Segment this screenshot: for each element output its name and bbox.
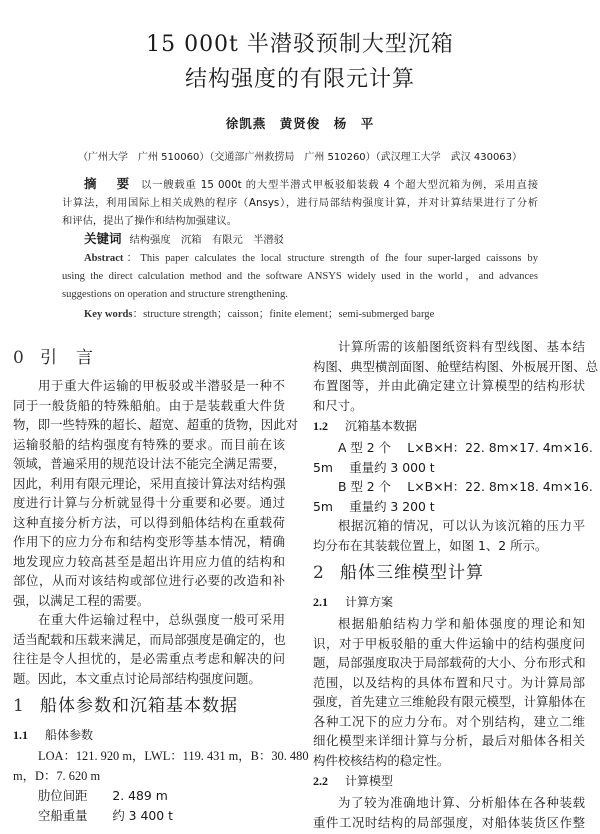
text-line: 运输驳船的结构强度有特殊的要求。而目前在该	[13, 436, 285, 452]
text-line: 范围，以及结构的具体布置和尺寸。为计算局部	[313, 674, 585, 690]
title-line-1: 15 000t 半潜驳预制大型沉箱	[146, 32, 454, 57]
section-heading	[313, 555, 585, 591]
abstract-en-line: suggestions on operation and structure strengthening.	[62, 289, 288, 300]
text-line: 各种工况下的应力分布。对个别结构，建立二维	[313, 713, 585, 729]
text-line: 布置图等，并由此确定建立计算模型的结构形状	[313, 378, 585, 393]
heading-number: 2.2	[313, 774, 328, 788]
keywords-label: 关键词	[84, 231, 122, 246]
text-line: 识，对于甲板驳船的重大件运输中的结构强度问	[313, 635, 585, 651]
abstract-cn	[62, 175, 538, 249]
text-line: 物，即一些特殊的超长、超宽、超重的货物，因此对	[13, 417, 298, 432]
text-line: 题。因此，本文重点讨论局部结构强度问题。	[13, 670, 261, 686]
subsection-heading	[13, 724, 285, 747]
text-line: 领域，普遍采用的规范设计法不能完全满足需要，	[13, 456, 286, 471]
text-line: LOA：121. 920 m，LWL：119. 431 m，B：30. 480	[38, 749, 309, 763]
keywords-en-label: Key words	[84, 309, 133, 320]
text-line: 为了较为准确地计算、分析船体在各种装载	[338, 795, 585, 810]
abstract-line: 和评估，提出了操作和结构加强建议。	[62, 215, 238, 227]
text-line: 用于重大件运输的甲板驳或半潜驳是一种不	[38, 378, 285, 393]
heading-text: 船体参数和沉箱基本数据	[40, 696, 238, 716]
section-heading	[13, 688, 285, 724]
text-line: 计算所需的该船图纸资料有型线图、基本结	[338, 339, 585, 354]
text-line: 细化模型来详细计算与分析，最后对船体各相关	[313, 733, 585, 748]
heading-text: 船体参数	[45, 728, 94, 742]
text-line: 因此，利用有限元理论，采用直接计算法对结构强	[13, 475, 286, 491]
heading-text: 引 言	[40, 348, 94, 368]
text-line: 根据沉箱的情况，可以认为该沉箱的压力平	[338, 518, 585, 533]
text-line: A 型 2 个 L×B×H：22. 8m×17. 4m×16.	[338, 440, 593, 455]
left-column	[13, 340, 309, 825]
heading-text: 计算模型	[345, 774, 394, 788]
text-line: 空船重量 约 3 400 t	[38, 807, 173, 823]
text-line: 这种直接分析方法，可以得到船体结构在重载荷	[13, 514, 285, 530]
text-line: 在重大件运输过程中，总纵强度一般可采用	[38, 612, 285, 627]
text-line: 度进行计算与分析就显得十分重要和必要。通过	[13, 495, 285, 510]
text-line: 重件工况时结构的局部强度，对船体装货区作整	[313, 814, 585, 830]
text-line: 根据船舶结构力学和船体强度的理论和知	[338, 616, 585, 631]
right-column	[313, 337, 598, 832]
text-line: 强度，首先建立三维舱段有限元模型，计算船体在	[313, 694, 586, 709]
heading-text: 沉箱基本数据	[345, 419, 418, 433]
keywords-en-text: ：structure strength；caisson；finite element；semi-submerged barge	[132, 309, 435, 320]
abstract-en	[62, 250, 538, 324]
abstract-line: 计算法，利用国际上相关成熟的程序（Ansys），进行局部结构强度计算，并对计算结果进行了分析	[62, 197, 538, 209]
text-line: 部位，从而对该结构或部位进行必要的改造和补	[13, 573, 285, 588]
keywords-text: 结构强度 沉箱 有限元 半潜驳	[129, 234, 284, 246]
heading-number: 2.1	[313, 595, 328, 609]
title-line-2: 结构强度的有限元计算	[184, 67, 415, 92]
abstract-en-line: ：This paper calculates the local structure strength of fhe four super-larged caissons by	[123, 253, 538, 264]
text-line: 构图、典型横剖面图、舱壁结构图、外板展开图、总	[313, 358, 598, 374]
heading-number: 1.1	[13, 728, 28, 742]
abstract-en-line: using the direct calculation method and the software ANSYS widely used in the world，and advances	[62, 271, 538, 282]
text-line: 构件校核结构的稳定性。	[313, 752, 450, 768]
affiliations: （广州大学 广州 510060）（交通部广州救捞局 广州 510260）（武汉理工大学 武汉 430063）	[77, 152, 523, 163]
text-line: 题，局部强度取决于局部载荷的大小、分布形式和	[313, 655, 586, 670]
text-line: 均分布在其装载位置上，如图 1、2 所示。	[313, 537, 548, 553]
subsection-heading	[313, 770, 585, 793]
text-line: 5m 重量约 3 000 t	[313, 459, 435, 475]
section-heading	[13, 340, 285, 376]
heading-number: 0	[13, 348, 25, 368]
text-line: 强，以满足工程的需要。	[13, 592, 150, 608]
heading-number: 1	[13, 696, 25, 716]
authors: 徐凯燕 黄贤俊 杨 平	[225, 116, 375, 131]
text-line: 作用下的应力分布和结构变形等基本情况，精确	[13, 534, 285, 549]
text-line: 肋位间距 2. 489 m	[38, 788, 168, 803]
abstract-label: 摘 要	[84, 176, 134, 191]
abstract-line: 以一艘载重 15 000t 的大型半潜式甲板驳船装载 4 个超大型沉箱为例，采用直接	[141, 179, 538, 191]
text-line: 适当配载和压载来满足，而局部强度是确定的，也	[13, 631, 286, 647]
subsection-heading	[313, 591, 585, 614]
text-line: 和尺寸。	[313, 397, 363, 413]
abstract-en-label: Abstract	[84, 253, 124, 264]
text-line: m，D：7. 620 m	[13, 768, 101, 783]
subsection-heading	[313, 415, 585, 438]
text-line: 地发现应力较高甚至是超出许用应力值的结构和	[13, 553, 285, 569]
heading-number: 1.2	[313, 419, 328, 433]
text-line: 同于一般货船的特殊船舶。由于是装载重大件货	[13, 397, 285, 413]
heading-text: 船体三维模型计算	[340, 563, 484, 583]
heading-number: 2	[313, 563, 325, 583]
text-line: 往往是令人担忧的，是必需重点考虑和解决的问	[13, 651, 285, 666]
text-line: 5m 重量约 3 200 t	[313, 498, 435, 514]
text-line: B 型 2 个 L×B×H：22. 8m×18. 4m×16.	[338, 479, 593, 494]
heading-text: 计算方案	[345, 595, 394, 609]
